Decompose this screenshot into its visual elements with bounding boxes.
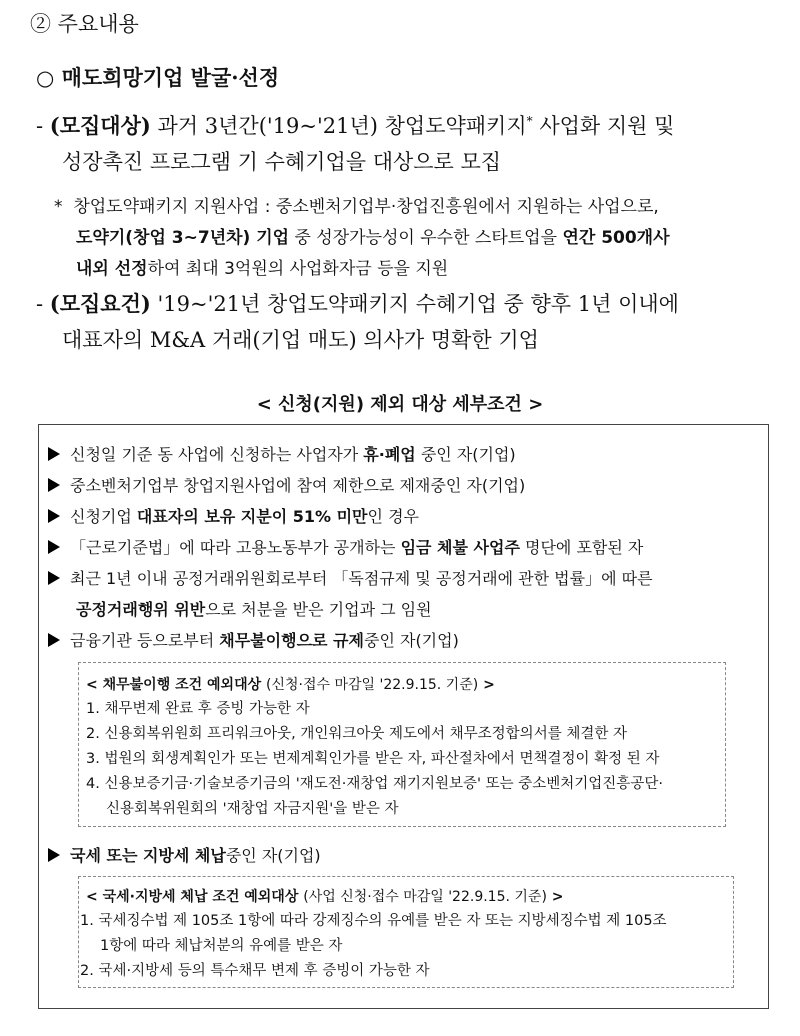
triangle-right-icon	[48, 509, 60, 523]
condition-5: 최근 1년 이내 공정거래위원회로부터 「독점규제 및 공정거래에 관한 법률」에 따른	[48, 566, 653, 589]
debt-exception-title: < 채무불이행 조건 예외대상 (신청·접수 마감일 '22.9.15. 기준) >	[86, 677, 495, 693]
recruit-target-line1: - (모집대상) 과거 3년간('19~'21년) 창업도약패키지* 사업화 지원 및	[36, 113, 675, 138]
condition-7: 국세 또는 지방세 체납중인 자(기업)	[48, 843, 321, 866]
exclusion-title: < 신청(지원) 제외 대상 세부조건 >	[256, 394, 544, 415]
triangle-right-icon	[48, 848, 60, 862]
condition-3: 신청기업 대표자의 보유 지분이 51% 미만인 경우	[48, 504, 419, 527]
tax-exception-title: < 국세·지방세 체납 조건 예외대상 (사업 신청·접수 마감일 '22.9.15. 기준) >	[86, 889, 564, 905]
footnote-line2: 도약기(창업 3~7년차) 기업 중 성장가능성이 우수한 스타트업을 연간 500개사	[76, 228, 670, 248]
debt-exception-item: 2. 신용회복위원회 프리워크아웃, 개인워크아웃 제도에서 채무조정합의서를 체결한 자	[86, 726, 627, 742]
triangle-right-icon	[48, 447, 60, 461]
recruit-target-line2: 성장촉진 프로그램 기 수혜기업을 대상으로 모집	[62, 150, 502, 174]
recruit-req-line1: - (모집요건) '19~'21년 창업도약패키지 수혜기업 중 향후 1년 이내에	[36, 291, 679, 316]
condition-2: 중소벤처기업부 창업지원사업에 참여 제한으로 제재중인 자(기업)	[48, 473, 525, 496]
recruit-req-line2: 대표자의 M&A 거래(기업 매도) 의사가 명확한 기업	[62, 328, 539, 352]
triangle-right-icon	[48, 540, 60, 554]
condition-6: 금융기관 등으로부터 채무불이행으로 규제중인 자(기업)	[48, 628, 459, 651]
tax-exception-item: 2. 국세·지방세 등의 특수채무 변제 후 증빙이 가능한 자	[80, 963, 430, 979]
triangle-right-icon	[48, 478, 60, 492]
section-title: ② 주요내용	[30, 12, 139, 36]
debt-exception-item: 4. 신용보증기금·기술보증기금의 '재도전·재창업 재기지원보증' 또는 중소벤처기업진흥공단·	[86, 776, 663, 792]
tax-exception-item: 1. 국세징수법 제 105조 1항에 따라 강제징수의 유예를 받은 자 또는 지방세징수법 제 105조	[80, 913, 667, 929]
tax-exception-item-cont: 1항에 따라 체납처분의 유예를 받은 자	[100, 938, 343, 954]
triangle-right-icon	[48, 571, 60, 585]
triangle-right-icon	[48, 633, 60, 647]
debt-exception-item-cont: 신용회복위원회의 '재창업 자금지원'을 받은 자	[106, 801, 399, 817]
debt-exception-item: 3. 법원의 회생계획인가 또는 변제계획인가를 받은 자, 파산절차에서 면책결정이 확정 된 자	[86, 751, 660, 767]
condition-4: 「근로기준법」에 따라 고용노동부가 공개하는 임금 체불 사업주 명단에 포함된 자	[48, 535, 643, 558]
condition-5-cont: 공정거래행위 위반으로 처분을 받은 기업과 그 임원	[76, 600, 432, 619]
debt-exception-item: 1. 채무변제 완료 후 증빙 가능한 자	[86, 701, 310, 717]
footnote-line1: * 창업도약패키지 지원사업 : 중소벤처기업부·창업진흥원에서 지원하는 사업으로,	[54, 197, 659, 217]
footnote-line3: 내외 선정하여 최대 3억원의 사업화자금 등을 지원	[76, 259, 449, 279]
subsection-title: ○ 매도희망기업 발굴·선정	[36, 65, 280, 90]
condition-1: 신청일 기준 동 사업에 신청하는 사업자가 휴·폐업 중인 자(기업)	[48, 442, 516, 465]
